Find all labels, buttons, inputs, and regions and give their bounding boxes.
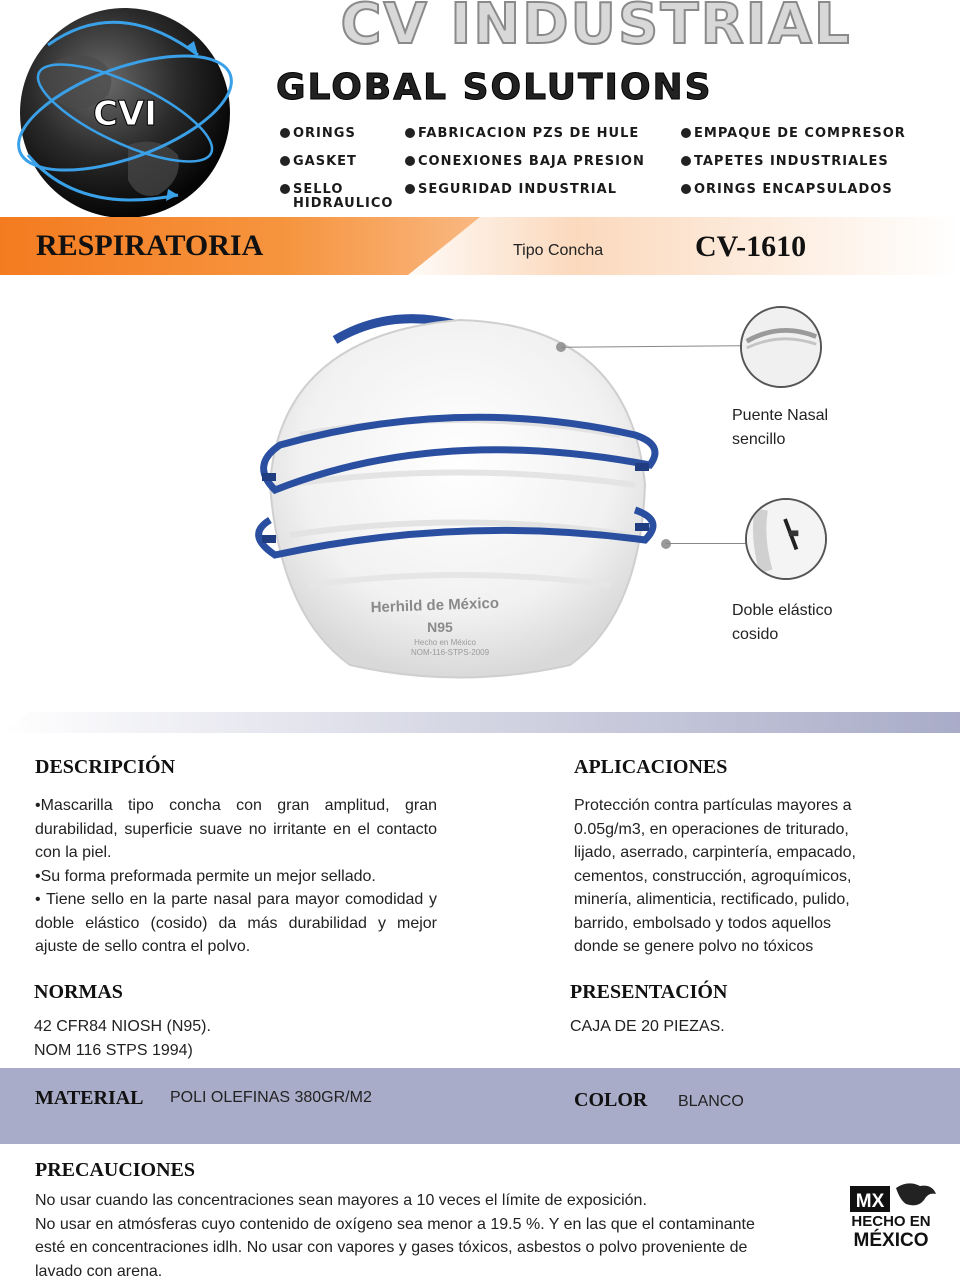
services-column-2 (405, 127, 645, 211)
eagle-icon (896, 1183, 936, 1205)
badge-line2: MÉXICO (853, 1230, 929, 1251)
type-label: Tipo Concha (513, 242, 604, 259)
bullet-icon (405, 128, 415, 138)
bullet-icon (280, 184, 290, 194)
nose-bridge-detail-icon (740, 306, 822, 388)
service-item: ORINGS (280, 127, 393, 155)
presentacion-heading: PRESENTACIÓN (570, 981, 728, 1003)
color-value: BLANCO (678, 1093, 744, 1110)
callout-dot-strap (661, 539, 671, 549)
bullet-icon (405, 184, 415, 194)
normas-text: 42 CFR84 NIOSH (N95). NOM 116 STPS 1994) (34, 1018, 211, 1059)
material-value: POLI OLEFINAS 380GR/M2 (170, 1089, 372, 1106)
mask-print-norm: NOM-116-STPS-2009 (410, 648, 490, 657)
color-heading: COLOR (574, 1089, 648, 1111)
material-heading: MATERIAL (35, 1087, 144, 1109)
badge-line1: HECHO EN (851, 1213, 931, 1230)
category-title: RESPIRATORIA (36, 229, 264, 262)
aplicaciones-heading: APLICACIONES (574, 756, 728, 778)
descripcion-heading: DESCRIPCIÓN (35, 756, 176, 778)
service-item: SELLO HIDRAULICO (280, 183, 393, 211)
service-item: CONEXIONES BAJA PRESION (405, 155, 645, 183)
badge-mx-text: MX (855, 1191, 885, 1212)
mask-print-brand: Herhild de México (370, 594, 500, 617)
brand-title: CV INDUSTRIAL (340, 0, 852, 57)
bullet-icon (681, 128, 691, 138)
model-code: CV-1610 (695, 230, 807, 263)
feature-label-nose: Puente Nasal sencillo (732, 407, 829, 448)
callout-line-strap (666, 543, 746, 544)
normas-heading: NORMAS (34, 981, 123, 1003)
bullet-icon (681, 156, 691, 166)
presentacion-value: CAJA DE 20 PIEZAS. (570, 1018, 725, 1035)
bullet-icon (681, 184, 691, 194)
bullet-icon (280, 128, 290, 138)
service-item: EMPAQUE DE COMPRESOR (681, 127, 906, 155)
descripcion-paragraph: • Tiene sello en la parte nasal para mayor comodidad y doble elástico (cosido) da más durabilidad y mejor ajuste de sello contra el polvo. (35, 891, 437, 955)
aplicaciones-text: Protección contra partículas mayores a 0.05g/m3, en operaciones de triturado, lijado, aserrado, carpintería, empacado, cementos, construcción, agroquímicos, minería, alimenticia, rectificado, pulido, barrido, embolsado y todos aquellos donde se genere polvo no tóxicos (574, 797, 856, 955)
mask-print-origin: Hecho en México (414, 638, 476, 647)
descripcion-paragraph: •Mascarilla tipo concha con gran amplitud, gran durabilidad, superficie suave no irritante en el contacto con la piel. (35, 797, 437, 861)
services-column-1 (280, 127, 393, 211)
hecho-en-mexico-badge (848, 1178, 938, 1253)
bullet-icon (280, 156, 290, 166)
bullet-icon (405, 156, 415, 166)
precauciones-heading: PRECAUCIONES (35, 1159, 196, 1181)
descripcion-paragraph: •Su forma preformada permite un mejor sellado. (35, 867, 376, 885)
respirator-mask-image (240, 295, 680, 695)
descripcion-text (35, 794, 437, 959)
service-item: ORINGS ENCAPSULADOS (681, 183, 906, 211)
service-item: FABRICACION PZS DE HULE (405, 127, 645, 155)
service-item: SEGURIDAD INDUSTRIAL (405, 183, 645, 211)
feature-label-strap: Doble elástico cosido (732, 602, 833, 643)
cvi-globe-logo (8, 5, 243, 220)
service-item: TAPETES INDUSTRIALES (681, 155, 906, 183)
logo-text: CVI (93, 94, 157, 134)
separator-band (0, 712, 960, 733)
double-strap-detail-icon (745, 498, 827, 580)
precauciones-text: No usar cuando las concentraciones sean mayores a 10 veces el límite de exposición. No usar en atmósferas cuyo contenido de oxígeno sea menor a 19.5 %. Y en las que el contaminante esté en concentraciones idlh. No usar con vapores y gases tóxicos, asbestos o polvo proveniente de lavado con arena. (35, 1192, 755, 1280)
brand-subtitle: GLOBAL SOLUTIONS (276, 67, 713, 108)
services-column-3 (681, 127, 906, 211)
mask-print-rating: N95 (427, 619, 453, 635)
service-item: GASKET (280, 155, 393, 183)
